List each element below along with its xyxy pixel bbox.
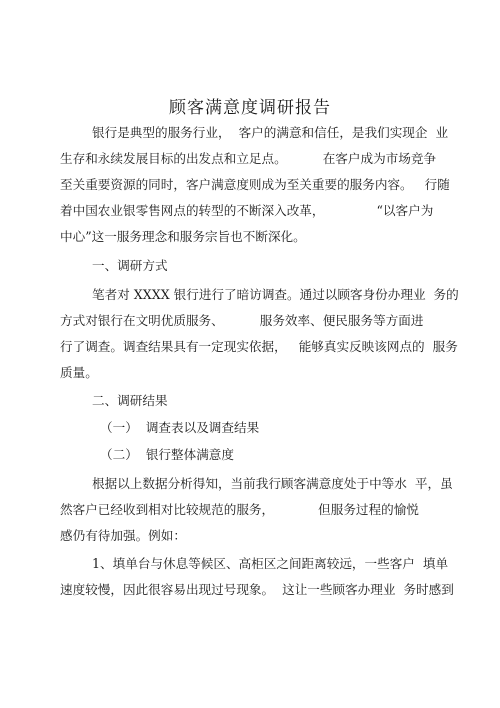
text-line: 至关重要资源的同时，客户满意度则成为至关重要的服务内容。 行随: [60, 177, 450, 192]
text-line: 感仍有待加强。例如：: [60, 528, 186, 543]
subsection-heading: （一） 调查表以及调查结果: [60, 420, 260, 435]
subsection-heading: （二） 银行整体满意度: [60, 447, 234, 462]
text-line: 速度较慢，因此很容易出现过号现象。 这让一些顾客办理业 务时感到: [60, 582, 454, 597]
text-line: 然客户已经收到相对比较规范的服务， 但服务过程的愉悦: [60, 502, 419, 517]
text-line: 着中国农业银零售网点的转型的不断深入改革， “以客户为: [60, 203, 434, 218]
text-line: 1、填单台与休息等候区、高柜区之间距离较远，一些客户 填单: [60, 556, 449, 571]
text-line: 方式对银行在文明优质服务、 服务效率、便民服务等方面进: [60, 313, 424, 328]
text-line: 质量。: [60, 365, 98, 380]
section-heading: 一、调研方式: [60, 258, 168, 273]
text-line: 中心”这一服务理念和服务宗旨也不断深化。: [60, 229, 306, 244]
text-line: 银行是典型的服务行业， 客户的满意和信任，是我们实现企 业: [60, 125, 449, 140]
text-line: 根据以上数据分析得知，当前我行顾客满意度处于中等水 平，虽: [60, 476, 453, 491]
document-title: 顾客满意度调研报告: [169, 98, 331, 118]
text-line: 笔者对 XXXX 银行进行了暗访调查。通过以顾客身份办理业 务的: [60, 287, 459, 302]
text-line: 生存和永续发展目标的出发点和立足点。 在客户成为市场竞争: [60, 151, 437, 166]
text-line: 行了调查。调查结果具有一定现实依据， 能够真实反映该网点的 服务: [60, 339, 458, 354]
section-heading: 二、调研结果: [60, 393, 168, 408]
